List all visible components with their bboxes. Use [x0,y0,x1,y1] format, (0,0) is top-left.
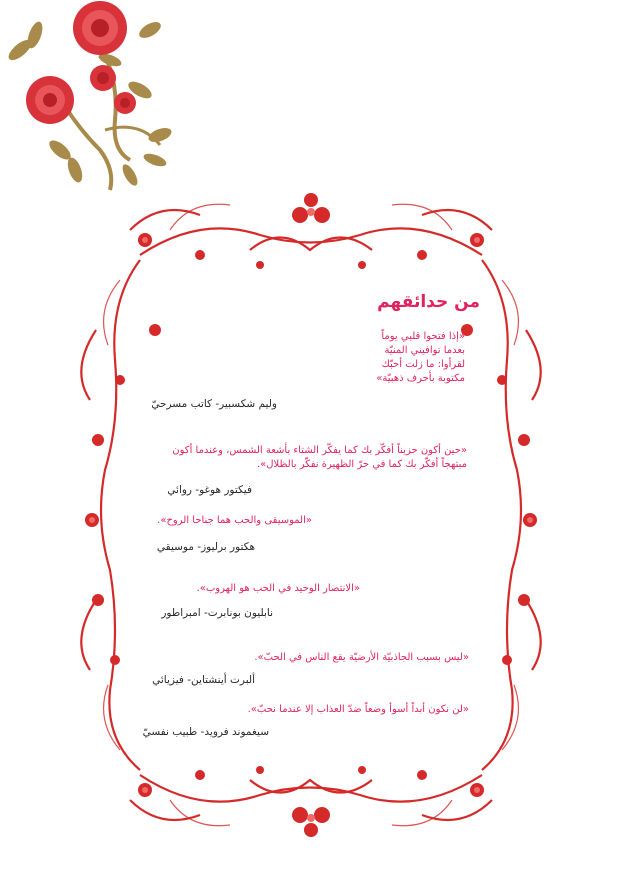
quote-text: «حين أكون حزيناً أفكّر بك كما يفكّر الشتاء بأشعة الشمس، وعندما أكون مبتهجاً أفكّر بك كما في حرّ الظهيرة نفكّر بالظلال». [172,445,467,470]
quote-author: سيغموند فرويد- طبيب نفسيّ [142,726,269,738]
page-title: من حدائقهم [377,292,480,312]
quote-text: «لن نكون أبداً أسوأ وضعاً ضدّ العذاب إلا عندما نحبّ». [247,704,469,715]
quote-text: «إذا فتحوا قلبي يوماً بعدما توافيني المنيّة لقرأوا: ما زلت أحبّك مكتوبة بأحرف ذهبيّة» [376,331,465,384]
quote-author: فيكتور هوغو- روائي [167,484,252,496]
quote-author: نابليون بونابرت- امبراطور [161,607,273,619]
quote-text: «الانتصار الوحيد في الحب هو الهروب». [196,583,360,594]
quote-author: ألبرت أينشتاين- فيزيائي [152,674,255,686]
quote-author: وليم شكسبير- كاتب مسرحيّ [151,398,277,410]
quote-text: «ليس بسبب الجاذبيّة الأرضيّة يقع الناس في الحبّ». [254,652,469,663]
red-rose-bouquet-icon [5,1,173,190]
quote-text: «الموسيقى والحب هما جناحا الروح». [157,515,312,526]
quote-author: هكتور برليوز- موسيقي [156,541,255,553]
